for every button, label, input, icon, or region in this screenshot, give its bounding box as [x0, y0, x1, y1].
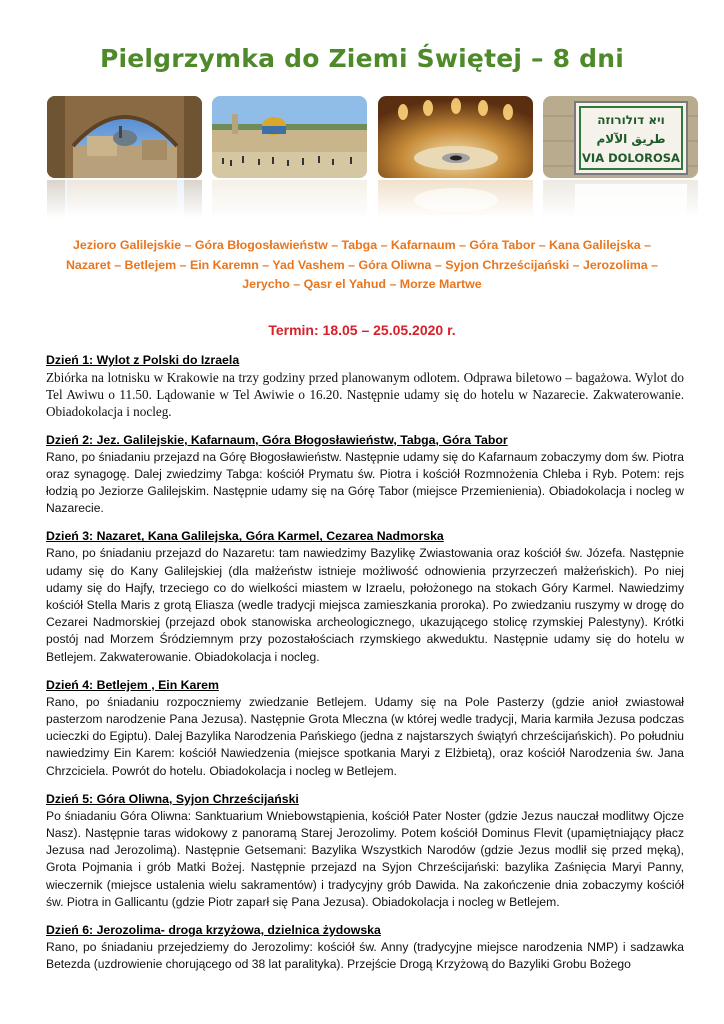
- sign-arabic: طريق الآلام: [596, 132, 666, 146]
- day-heading: Dzień 5: Góra Oliwna, Syjon Chrześcijański: [46, 791, 299, 806]
- trip-dates: Termin: 18.05 – 25.05.2020 r.: [268, 322, 456, 338]
- day-heading: Dzień 4: Betlejem , Ein Karem: [46, 677, 219, 692]
- day-3: [46, 528, 684, 665]
- western-wall-dome-photo: [212, 96, 367, 218]
- day-description: Zbiórka na lotnisku w Krakowie na trzy godziny przed planowanym odlotem. Odprawa biletowo – bagażowa. Wylot do Tel Awiwu o 11.50. Lądowanie w Tel Awiwie o 16.20. Następnie udamy się do hotelu w Nazarecie. Zakwaterowanie. Obiadokolacja i nocleg.: [46, 370, 684, 420]
- via-dolorosa-sign-photo: [543, 96, 698, 218]
- day-heading: Dzień 6: Jerozolima- droga krzyżowa, dzielnica żydowska: [46, 923, 381, 938]
- sign-hebrew: ויא דולורוזה: [597, 113, 665, 127]
- day-4: [46, 677, 684, 780]
- day-heading: Dzień 2: Jez. Galilejskie, Kafarnaum, Góra Błogosławieństw, Tabga, Góra Tabor: [46, 432, 508, 447]
- itinerary: [46, 352, 684, 984]
- day-6: [46, 922, 684, 973]
- day-5: [46, 791, 684, 911]
- day-description: Rano, po śniadaniu przejazd na Górę Błogosławieństw. Następnie udamy się do Kafarnaum zobaczymy dom św. Piotra oraz synagogę. Dalej zwiedzimy Tabga: kościół Prymatu św. Piotra i kościół Rozmnożenia Chleba i Ryb. Potem: rejs łodzią po Jeziorze Galilejskim. Następnie udamy się na Górę Tabor (miejsce Przemienienia). Obiadokolacja i nocleg w Nazarecie.: [46, 449, 684, 516]
- jerusalem-arch-photo: [47, 96, 202, 218]
- sign-latin: VIA DOLOROSA: [582, 151, 680, 165]
- day-description: Po śniadaniu Góra Oliwna: Sanktuarium Wniebowstąpienia, kościół Pater Noster (gdzie Jezus nauczał modlitwy Ojcze Nasz). Następnie taras widokowy z panoramą Starej Jerozolimy. Potem kościół Dominus Flevit (upamiętniający płacz Jezusa nad Jerozolimą). Następnie Getsemani: Bazylika Wszystkich Narodów (gdzie Jezus modlił się przed męką), Grota Pojmania i grób Matki Bożej. Następnie przejazd na Syjon Chrześcijański: bazylika Zaśnięcia Maryi Panny, wieczernik (miejsce ustalenia wielu sakramentów) i tradycyjny grób Dawida. Na zakończenie dnia zobaczymy kościół św. Piotra in Gallicantu (gdzie Piotr zaparł się Pana Jezusa). Obiadokolacja i nocleg w Betlejem.: [46, 808, 684, 909]
- day-description: Rano, po śniadaniu przejazd do Nazaretu: tam nawiedzimy Bazylikę Zwiastowania oraz kościół św. Józefa. Następnie udamy się do Kany Galilejskiej (dla małżeństw istnieje możliwość odnowienia przyrzeczeń małżeńskich). Po niej udamy się do Hajfy, trzeciego co do wielkości miastem w Izraelu, położonego na stokach Góry Karmel. Nawiedzimy kościół Stella Maris z grotą Eliasza (wedle tradycji miejsca zamieszkania proroka). Po zwiedzaniu ruszymy w drogę do Cezarei Nadmorskiej (przejazd obok stanowiska archeologicznego, ukazującego stolicę rzymskiej Palestyny). Krótki postój nad Morzem Śródziemnym przy pozostałościach rzymskiego akweduktu. Następnie udamy się do hotelu w Betlejem. Zakwaterowanie. Obiadokolacja i nocleg.: [46, 546, 684, 664]
- day-description: Rano, po śniadaniu rozpoczniemy zwiedzanie Betlejem. Udamy się na Pole Pasterzy (gdzie anioł zwiastował pasterzom narodzenie Pana Jezusa). Następnie Grota Mleczna (w której wedle tradycji, Maria karmiła Jezusa podczas ucieczki do Egiptu). Dalej Bazylika Narodzenia Pańskiego (jedna z najstarszych świątyń chrześcijańskich). Po południu nawiedzimy Ein Karem: kościół Nawiedzenia (miejsce spotkania Maryi z Elżbietą), oraz kościół Narodzenia św. Jana Chrzciciela. Powrót do hotelu. Obiadokolacja i nocleg w Betlejem.: [46, 694, 684, 778]
- day-description: Rano, po śniadaniu przejedziemy do Jerozolimy: kościół św. Anny (tradycyjne miejsce narodzenia NMP) i sadzawka Betezda (uzdrowienie chorującego od 38 lat paralityka). Przejście Drogą Krzyżową do Bazyliki Grobu Bożego: [46, 940, 684, 972]
- day-heading: Dzień 3: Nazaret, Kana Galilejska, Góra Karmel, Cezarea Nadmorska: [46, 529, 444, 544]
- day-heading: Dzień 1: Wylot z Polski do Izraela: [46, 353, 240, 367]
- route-list: Jezioro Galilejskie – Góra Błogosławieństw – Tabga – Kafarnaum – Góra Tabor – Kana Galilejska – Nazaret – Betlejem – Ein Karemn – Yad Vashem – Góra Oliwna – Syjon Chrześcijański – Jerozolima – Jerycho – Qasr el Yahud – Morze Martwe: [65, 238, 659, 291]
- page-title: Pielgrzymka do Ziemi Świętej – 8 dni: [99, 44, 625, 73]
- day-2: [46, 432, 684, 518]
- photo-strip: [47, 96, 698, 218]
- day-1: [46, 352, 684, 421]
- grotto-star-photo: [378, 96, 533, 218]
